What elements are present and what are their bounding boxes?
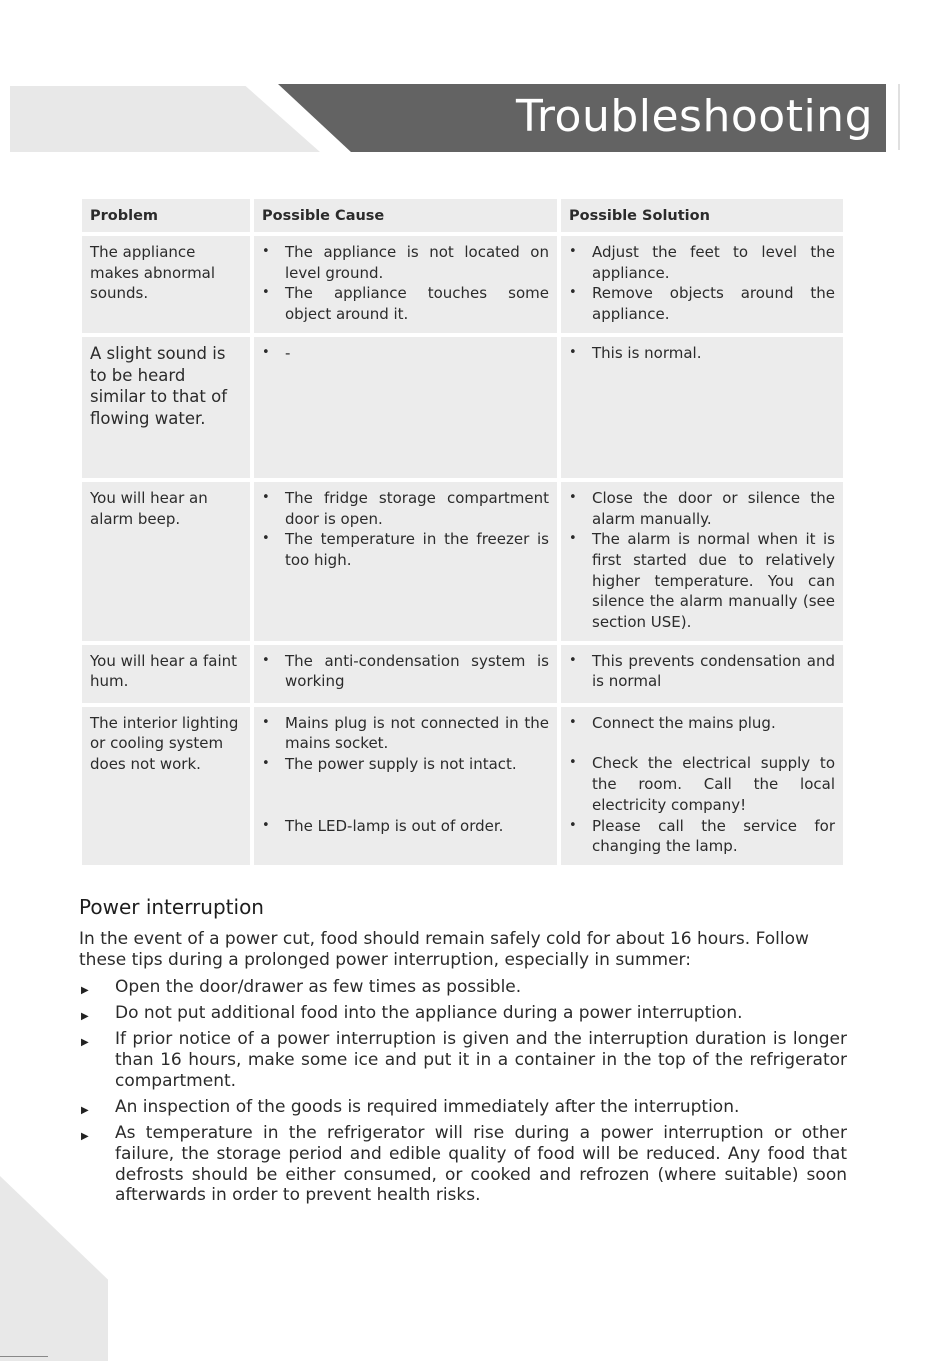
solution-item: • Check the electrical supply to the room. Call the local electricity company! — [569, 753, 835, 815]
problem-text: A slight sound is to be heard similar to that of flowing water. — [90, 343, 228, 428]
tip-item: ▶ Open the door/drawer as few times as possible. — [79, 977, 847, 998]
tip-item: ▶ Do not put additional food into the appliance during a power interruption. — [79, 1003, 847, 1024]
table-header-row — [82, 199, 843, 232]
table-row — [82, 236, 843, 333]
solution-cell — [561, 337, 843, 478]
section-intro: In the event of a power cut, food should remain safely cold for about 16 hours. Follow these tips during a prolonged power interruption, especially in summer: — [79, 929, 809, 970]
solution-item: • Connect the mains plug. — [569, 713, 835, 734]
solution-item: • Please call the service for changing the lamp. — [569, 816, 835, 857]
solution-cell — [561, 236, 843, 333]
solution-item: • This prevents condensation and is normal — [569, 651, 835, 692]
tips-list — [79, 977, 847, 1206]
solution-item: • This is normal. — [569, 343, 835, 364]
header-divider — [898, 84, 900, 150]
cause-item: • The power supply is not intact. — [262, 754, 549, 775]
problem-cell — [82, 707, 250, 865]
cause-item: • The fridge storage compartment door is open. — [262, 488, 549, 529]
solution-item: • The alarm is normal when it is first started due to relatively higher temperature. You can silence the alarm manually (see section USE). — [569, 529, 835, 633]
cause-cell — [254, 707, 557, 865]
solution-item: • Remove objects around the appliance. — [569, 283, 835, 324]
troubleshooting-table — [78, 195, 847, 869]
cause-item: • The appliance touches some object around it. — [262, 283, 549, 324]
tip-item: ▶ If prior notice of a power interruption is given and the interruption duration is longer than 16 hours, make some ice and put it in a container in the top of the refrigerator compartment. — [79, 1029, 847, 1091]
problem-cell — [82, 236, 250, 333]
cause-cell — [254, 482, 557, 641]
solution-cell — [561, 645, 843, 703]
cause-item: • The anti-condensation system is working — [262, 651, 549, 692]
problem-text: You will hear an alarm beep. — [90, 488, 208, 528]
cause-cell — [254, 236, 557, 333]
problem-cell — [82, 337, 250, 478]
page-title: Troubleshooting — [515, 91, 873, 142]
table-row — [82, 707, 843, 865]
header-banner-light — [10, 86, 320, 152]
column-header-problem: Problem — [82, 199, 250, 232]
solution-cell — [561, 482, 843, 641]
problem-text: The appliance makes abnormal sounds. — [90, 243, 216, 303]
cause-item: • Mains plug is not connected in the mains socket. — [262, 713, 549, 754]
section-heading: Power interruption — [79, 895, 264, 919]
cause-item: • The LED-lamp is out of order. — [262, 816, 549, 837]
tip-item: ▶ An inspection of the goods is required immediately after the interruption. — [79, 1097, 847, 1118]
cause-item: • - — [262, 343, 549, 364]
table-row — [82, 645, 843, 703]
cause-cell — [254, 337, 557, 478]
page-corner-line — [0, 1356, 48, 1357]
cause-item: • The temperature in the freezer is too high. — [262, 529, 549, 570]
table-row — [82, 337, 843, 478]
table-row — [82, 482, 843, 641]
solution-item: • Close the door or silence the alarm manually. — [569, 488, 835, 529]
tip-item: ▶ As temperature in the refrigerator will rise during a power interruption or other failure, the storage period and edible quality of food will be reduced. Any food that defrosts should be either consumed, or cooked and refrozen (where suitable) soon afterwards in order to prevent health risks. — [79, 1123, 847, 1206]
solution-item: • Adjust the feet to level the appliance. — [569, 242, 835, 283]
solution-cell — [561, 707, 843, 865]
column-header-cause: Possible Cause — [254, 199, 557, 232]
problem-text: You will hear a faint hum. — [90, 651, 238, 691]
cause-item: • The appliance is not located on level ground. — [262, 242, 549, 283]
problem-cell — [82, 645, 250, 703]
power-interruption-section — [79, 893, 847, 1212]
cause-cell — [254, 645, 557, 703]
problem-cell — [82, 482, 250, 641]
column-header-solution: Possible Solution — [561, 199, 843, 232]
problem-text: The interior lighting or cooling system does not work. — [90, 713, 239, 774]
